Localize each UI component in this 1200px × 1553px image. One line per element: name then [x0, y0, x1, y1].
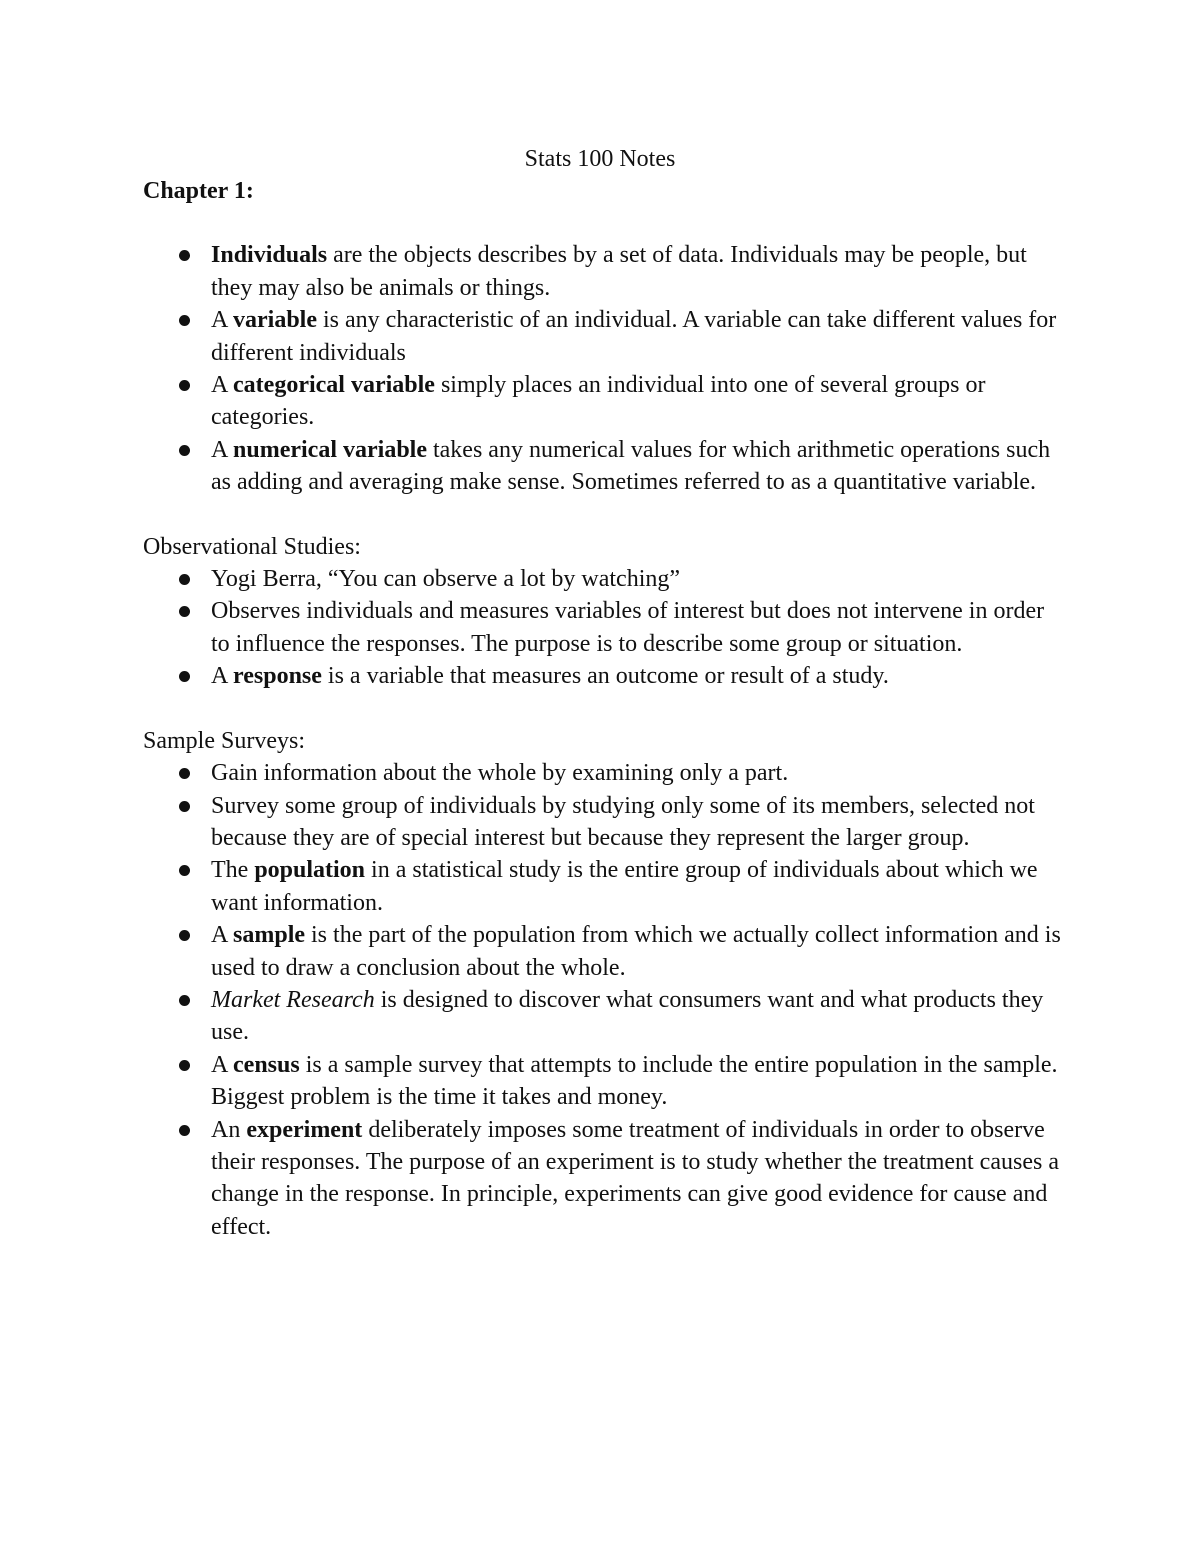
italic-term: Market Research: [211, 986, 375, 1013]
list-item: A variable is any characteristic of an individual. A variable can take different values for different individuals: [143, 304, 1063, 369]
term: experiment: [246, 1116, 363, 1143]
bullet-icon: [179, 315, 190, 326]
list-item: Individuals are the objects describes by a set of data. Individuals may be people, but they may also be animals or things.: [143, 239, 1063, 304]
list-item: A census is a sample survey that attempts to include the entire population in the sample. Biggest problem is the time it takes and money.: [143, 1049, 1063, 1114]
list-item: Market Research is designed to discover what consumers want and what products they use.: [143, 984, 1063, 1049]
bullet-icon: [179, 865, 190, 876]
bullet-icon: [179, 1060, 190, 1071]
bullet-icon: [179, 1125, 190, 1136]
list-item: A sample is the part of the population from which we actually collect information and is used to draw a conclusion about the whole.: [143, 919, 1063, 984]
term: sample: [233, 922, 306, 949]
page-title: Stats 100 Notes: [524, 146, 676, 172]
list-item: Observes individuals and measures variables of interest but does not intervene in order to influence the responses. The purpose is to describe some group or situation.: [143, 595, 1063, 660]
term: Individuals: [211, 242, 328, 269]
term: population: [254, 857, 366, 884]
bullet-icon: [179, 606, 190, 617]
bullet-icon: [179, 768, 190, 779]
bullet-icon: [179, 930, 190, 941]
surveys-list: [143, 757, 1063, 1243]
term: categorical variable: [233, 372, 435, 399]
list-item: Yogi Berra, “You can observe a lot by watching”: [143, 563, 1063, 595]
bullet-icon: [179, 250, 190, 261]
list-item: The population in a statistical study is the entire group of individuals about which we want information.: [143, 854, 1063, 919]
bullet-icon: [179, 574, 190, 585]
term: census: [233, 1051, 300, 1078]
term: numerical variable: [233, 436, 427, 463]
bullet-icon: [179, 445, 190, 456]
document-body: [143, 175, 1063, 1243]
list-item: A response is a variable that measures an outcome or result of a study.: [143, 660, 1063, 692]
list-item: Survey some group of individuals by studying only some of its members, selected not because they are of special interest but because they represent the larger group.: [143, 790, 1063, 855]
bullet-icon: [179, 671, 190, 682]
term: variable: [233, 307, 318, 334]
chapter-list: [143, 239, 1063, 498]
chapter-heading: Chapter 1:: [143, 178, 254, 204]
observational-heading: Observational Studies:: [143, 533, 361, 560]
list-item: A numerical variable takes any numerical values for which arithmetic operations such as adding and averaging make sense. Sometimes referred to as a quantitative variable.: [143, 434, 1063, 499]
list-item: A categorical variable simply places an individual into one of several groups or categories.: [143, 369, 1063, 434]
bullet-icon: [179, 801, 190, 812]
list-item: An experiment deliberately imposes some treatment of individuals in order to observe their responses. The purpose of an experiment is to study whether the treatment causes a change in the response. In principle, experiments can give good evidence for cause and effect.: [143, 1114, 1063, 1244]
surveys-heading: Sample Surveys:: [143, 727, 305, 754]
observational-list: [143, 563, 1063, 693]
bullet-icon: [179, 380, 190, 391]
term: response: [233, 663, 322, 690]
bullet-icon: [179, 995, 190, 1006]
list-item: Gain information about the whole by examining only a part.: [143, 757, 1063, 789]
